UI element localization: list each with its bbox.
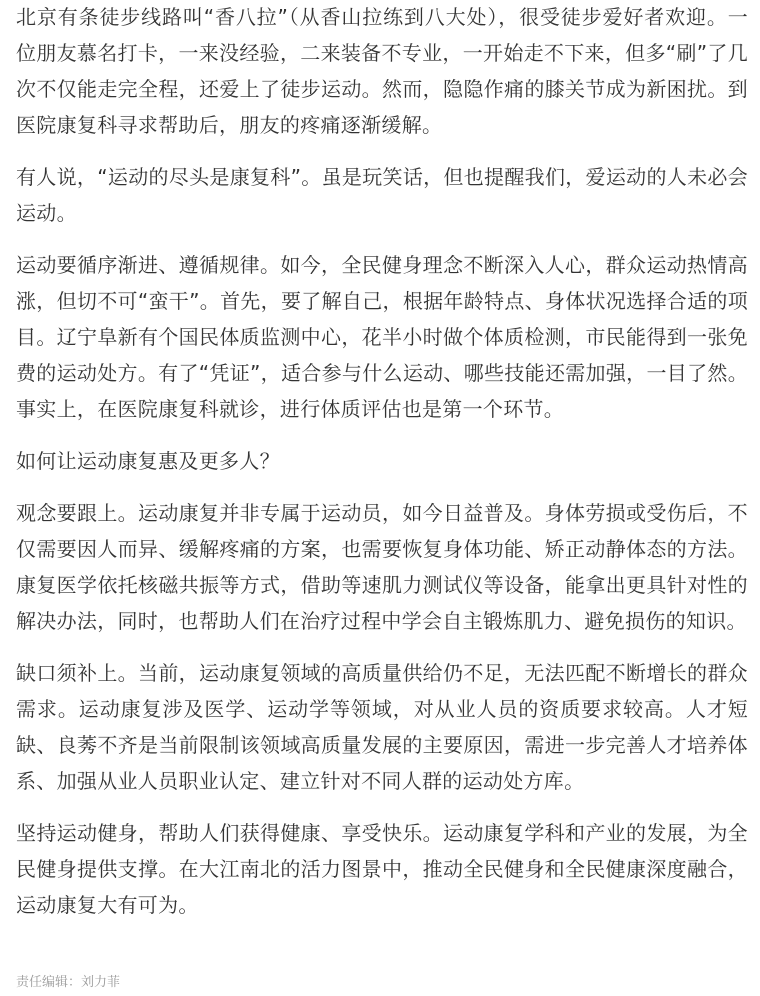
article-paragraph: 缺口须补上。当前，运动康复领域的高质量供给仍不足，无法匹配不断增长的群众需求。运动康复涉及医学、运动学等领域，对从业人员的资质要求较高。人才短缺、良莠不齐是当前限制该领域高质量发展的主要原因，需进一步完善人才培养体系、加强从业人员职业认定、建立针对不同人群的运动处方库。	[16, 661, 748, 793]
editor-name: 刘力菲	[81, 975, 121, 990]
responsible-editor	[16, 974, 120, 992]
article-paragraph: 运动要循序渐进、遵循规律。如今，全民健身理念不断深入人心，群众运动热情高涨，但切不可“蛮干”。首先，要了解自己，根据年龄特点、身体状况选择合适的项目。辽宁阜新有个国民体质监测中心，花半小时做个体质检测，市民能得到一张免费的运动处方。有了“凭证”，适合参与什么运动、哪些技能还需加强，一目了然。事实上，在医院康复科就诊，进行体质评估也是第一个环节。	[16, 253, 748, 421]
article-paragraph: 北京有条徒步线路叫“香八拉”（从香山拉练到八大处），很受徒步爱好者欢迎。一位朋友慕名打卡，一来没经验，二来装备不专业，一开始走不下来，但多“刷”了几次不仅能走完全程，还爱上了徒步运动。然而，隐隐作痛的膝关节成为新困扰。到医院康复科寻求帮助后，朋友的疼痛逐渐缓解。	[16, 5, 748, 137]
editor-label: 责任编辑：	[16, 975, 82, 990]
article-subheading: 如何让运动康复惠及更多人？	[16, 449, 280, 473]
article-paragraph: 有人说，“运动的尽头是康复科”。虽是玩笑话，但也提醒我们，爱运动的人未必会运动。	[16, 165, 748, 225]
article-paragraph: 坚持运动健身，帮助人们获得健康、享受快乐。运动康复学科和产业的发展，为全民健身提供支撑。在大江南北的活力图景中，推动全民健身和全民健康深度融合，运动康复大有可为。	[16, 821, 748, 917]
article-paragraph: 观念要跟上。运动康复并非专属于运动员，如今日益普及。身体劳损或受伤后，不仅需要因人而异、缓解疼痛的方案，也需要恢复身体功能、矫正动静体态的方法。康复医学依托核磁共振等方式，借助等速肌力测试仪等设备，能拿出更具针对性的解决办法，同时，也帮助人们在治疗过程中学会自主锻炼肌力、避免损伤的知识。	[16, 501, 748, 633]
